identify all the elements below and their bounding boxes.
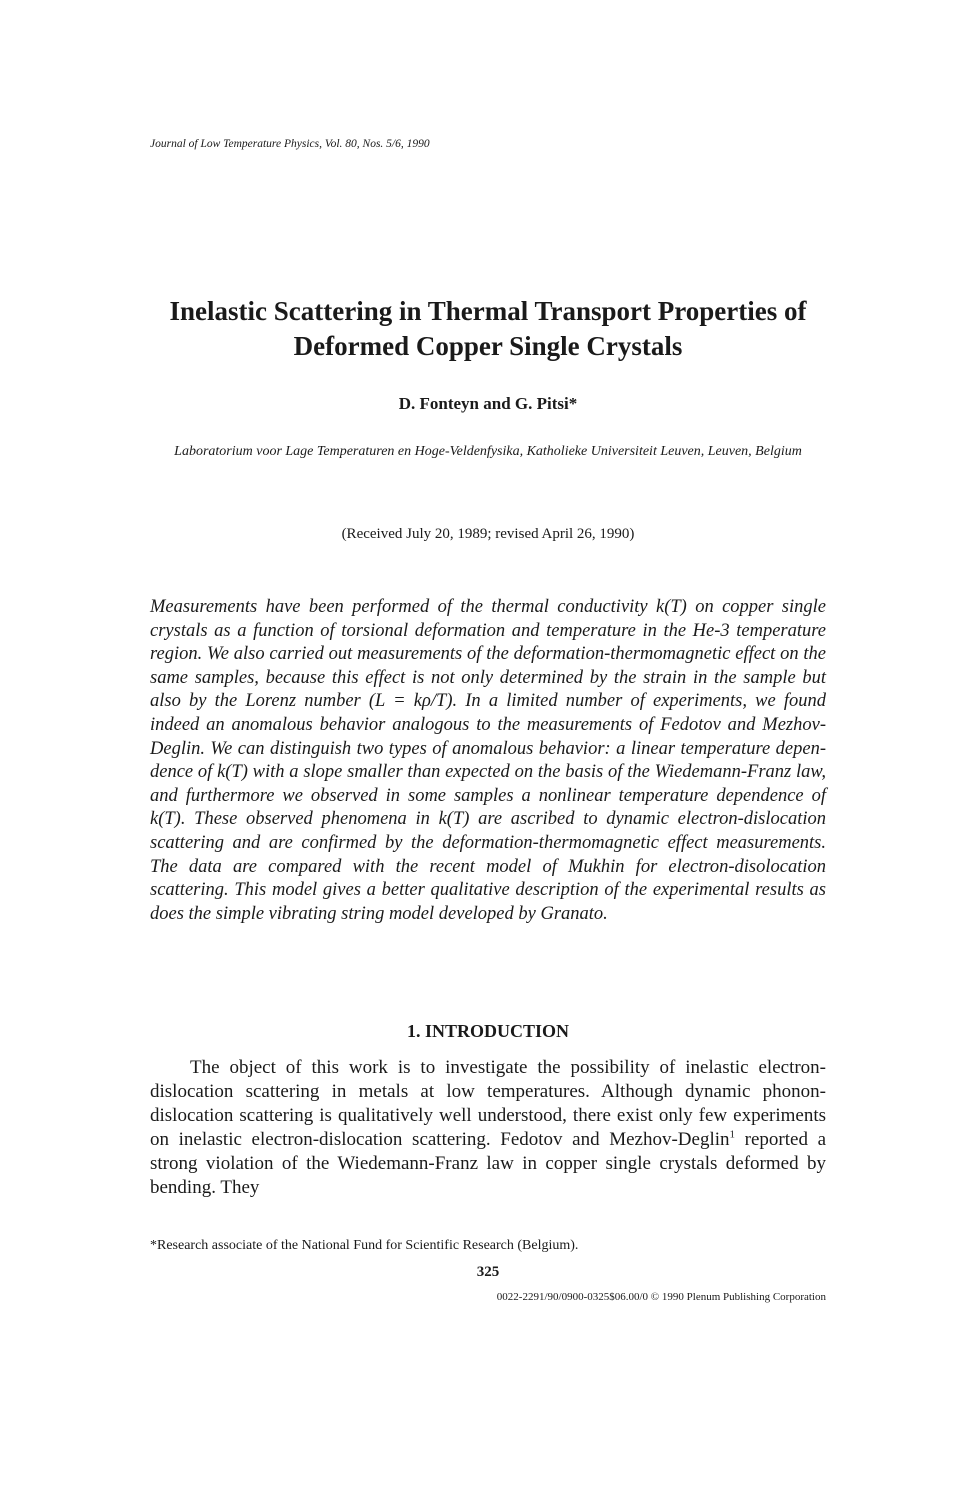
paper-title: Inelastic Scattering in Thermal Transport Properties of Deformed Copper Single Crystals [169,296,807,361]
affiliation: Laboratorium voor Lage Temperaturen en Hoge-Veldenfysika, Katholieke Universiteit Leuven, Leuven, Belgium [174,444,802,459]
introduction-paragraph [150,1056,826,1200]
journal-header: Journal of Low Temperature Physics, Vol. 80, Nos. 5/6, 1990 [150,138,430,150]
introduction-text-part2: reported a strong violation of the Wiedemann-Franz law in copper single crystals deformed by bending. They [150,1129,826,1198]
reference-marker: 1 [729,1128,736,1141]
abstract: Measurements have been performed of the thermal conductivity k(T) on copper single crystals as a function of torsional deformation and temperature in the He-3 temperature region. We also carried out measurements of the deformation-thermomagnetic effect on the same samples, because this effect is not only determined by the strain in the sample but also by the Lorenz number (L = kρ/T). In a limited number of experiments, we found indeed an anomalous behavior analogous to the measurements of Fedotov and Mezhov-Deglin. We can distinguish two types of anomalous behavior: a linear temperature dependence of k(T) with a slope smaller than expected on the basis of the Wiedemann-Franz law, and furthermore we observed in some samples a nonlinear temperature dependence of k(T). These observed phenomena in k(T) are ascribed to dynamic electron-dislocation scattering and are confirmed by the deformation-thermomagnetic effect measurements. The data are compared with the recent model of Mukhin for electron-disolocation scattering. This model gives a better qualitative description of the experimental results as does the simple vibrating string model developed by Granato. [150,597,826,924]
authors: D. Fonteyn and G. Pitsi* [398,394,578,413]
footnote: *Research associate of the National Fund for Scientific Research (Belgium). [150,1238,579,1253]
section-heading-introduction: 1. INTRODUCTION [406,1021,570,1041]
page-number: 325 [476,1264,500,1280]
copyright-line: 0022-2291/90/0900-0325$06.00/0 © 1990 Plenum Publishing Corporation [496,1291,826,1303]
introduction-text-part1: The object of this work is to investigate the possibility of inelastic electron-dislocation scattering in metals at low temperatures. Although dynamic phonon-dislocation scattering is qualitatively well understood, there exist only few experiments on inelastic electron-dislocation scattering. Fedotov and Mezhov-Deglin [150,1057,826,1150]
received-dates: (Received July 20, 1989; revised April 26, 1990) [341,526,635,542]
